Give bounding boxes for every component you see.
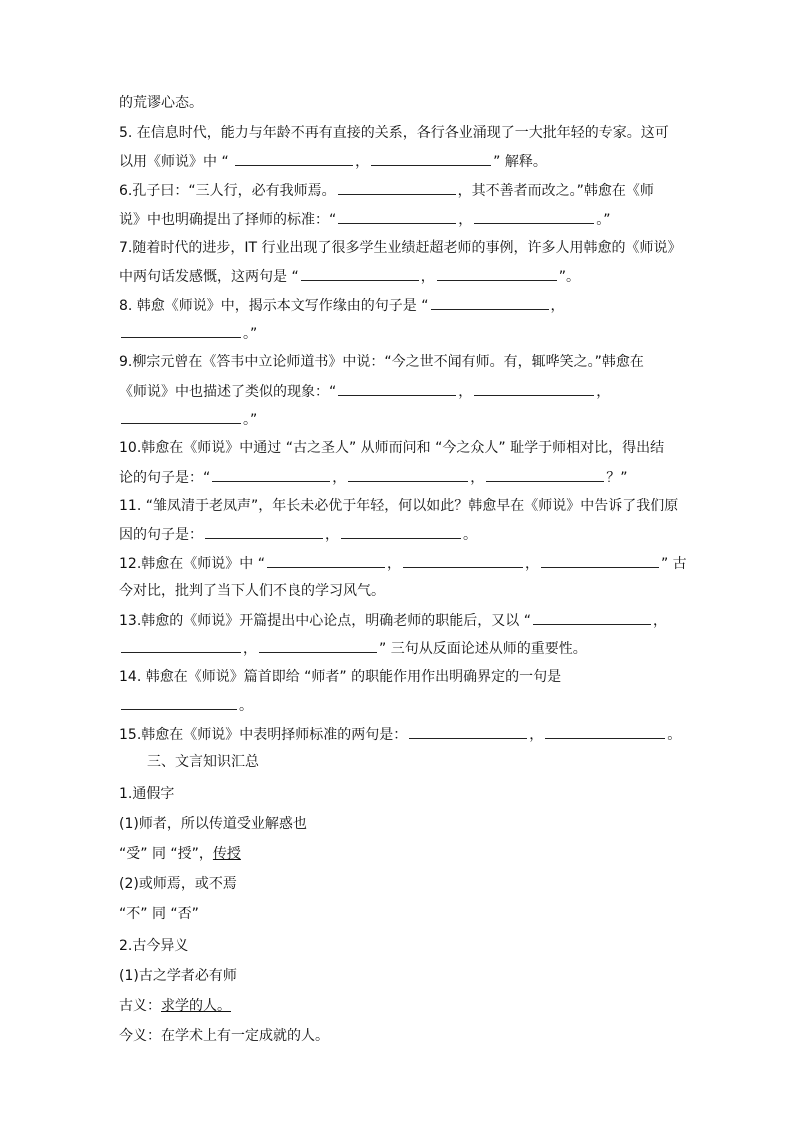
answer-blank[interactable] — [259, 638, 377, 653]
answer-blank[interactable] — [533, 610, 651, 625]
question-10: 10.韩愈在《师说》中通过 “古之圣人” 从师而问和 “今之众人” 耻学于师相对比，得出结 — [119, 440, 665, 456]
question-8: 8. 韩愈《师说》中，揭示本文写作缘由的句子是 “ ， — [119, 295, 565, 316]
question-15: 15.韩愈在《师说》中表明择师标准的两句是： ， 。 — [119, 724, 681, 745]
answer-blank[interactable] — [341, 524, 461, 539]
modern-meaning: 今义：在学术上有一定成就的人。 — [119, 1028, 329, 1044]
answer-blank[interactable] — [121, 409, 241, 424]
answer-blank[interactable] — [431, 295, 549, 310]
answer-blank[interactable] — [205, 524, 323, 539]
answer-blank[interactable] — [474, 381, 594, 396]
answer-blank[interactable] — [267, 553, 385, 568]
subheading-tongjiazi: 1.通假字 — [119, 786, 175, 802]
answer-blank[interactable] — [403, 553, 523, 568]
question-5-cont: 以用《师说》中 “ ， ” 解释。 — [119, 151, 547, 172]
example-3: (1)古之学者必有师 — [119, 968, 237, 984]
question-13-cont: ， ” 三句从反面论述从师的重要性。 — [119, 638, 587, 659]
note-1: “受” 同 “授”，传授 — [119, 846, 241, 862]
answer-blank[interactable] — [121, 695, 237, 710]
question-9: 9.柳宗元曾在《答韦中立论师道书》中说：“今之世不闻有师。有，辄哗笑之。”韩愈在 — [119, 354, 644, 370]
question-11: 11. “雏凤清于老凤声”，年长未必优于年轻，何以如此？韩愈早在《师说》中告诉了我们原 — [119, 498, 679, 514]
answer-blank[interactable] — [348, 467, 468, 482]
text-line: 的荒谬心态。 — [119, 95, 203, 111]
question-6: 6.孔子曰：“三人行，必有我师焉。 ，其不善者而改之。”韩愈在《师 — [119, 180, 654, 201]
answer-blank[interactable] — [338, 381, 456, 396]
question-14: 14. 韩愈在《师说》篇首即给 “师者” 的职能作用作出明确界定的一句是 — [119, 669, 562, 685]
note-2: “不” 同 “否” — [119, 906, 199, 922]
answer-blank[interactable] — [121, 323, 241, 338]
answer-blank[interactable] — [212, 467, 330, 482]
question-7: 7.随着时代的进步，IT 行业出现了很多学生业绩赶超老师的事例，许多人用韩愈的《师说》 — [119, 240, 682, 256]
subheading-gujinyiyi: 2.古今异义 — [119, 938, 189, 954]
answer-blank[interactable] — [474, 209, 594, 224]
answer-blank[interactable] — [541, 553, 659, 568]
question-6-cont: 说》中也明确提出了择师的标准：“ ， 。” — [119, 209, 611, 230]
question-10-cont: 论的句子是：“ ， ， ？” — [119, 467, 628, 488]
answer-blank[interactable] — [409, 724, 527, 739]
question-8-cont: 。” — [119, 323, 257, 344]
example-1: (1)师者，所以传道受业解惑也 — [119, 816, 307, 832]
answer-blank[interactable] — [371, 151, 491, 166]
answer-blank[interactable] — [121, 638, 241, 653]
answer-blank[interactable] — [338, 209, 456, 224]
question-7-cont: 中两句话发感慨，这两句是 “ ， ”。 — [119, 266, 580, 287]
ancient-meaning: 古义：求学的人。 — [119, 998, 231, 1014]
example-2: (2)或师焉，或不焉 — [119, 876, 237, 892]
question-12-cont: 今对比，批判了当下人们不良的学习风气。 — [119, 583, 385, 599]
answer-blank[interactable] — [235, 151, 353, 166]
question-9-cont2: 。” — [119, 409, 257, 430]
answer-blank[interactable] — [486, 467, 604, 482]
answer-blank[interactable] — [338, 180, 456, 195]
answer-blank[interactable] — [301, 266, 419, 281]
question-5: 5. 在信息时代，能力与年龄不再有直接的关系，各行各业涌现了一大批年轻的专家。这可 — [119, 125, 669, 141]
question-9-cont: 《师说》中也描述了类似的现象：“ ， ， — [119, 381, 610, 402]
question-11-cont: 因的句子是： ， 。 — [119, 524, 477, 545]
answer-blank[interactable] — [545, 724, 665, 739]
answer-blank[interactable] — [437, 266, 557, 281]
question-14-cont: 。 — [119, 695, 253, 716]
section-heading: 三、文言知识汇总 — [147, 754, 259, 770]
question-13: 13.韩愈的《师说》开篇提出中心论点，明确老师的职能后，又以 “ ， — [119, 610, 667, 631]
question-12: 12.韩愈在《师说》中 “ ， ， ” 古 — [119, 553, 687, 574]
